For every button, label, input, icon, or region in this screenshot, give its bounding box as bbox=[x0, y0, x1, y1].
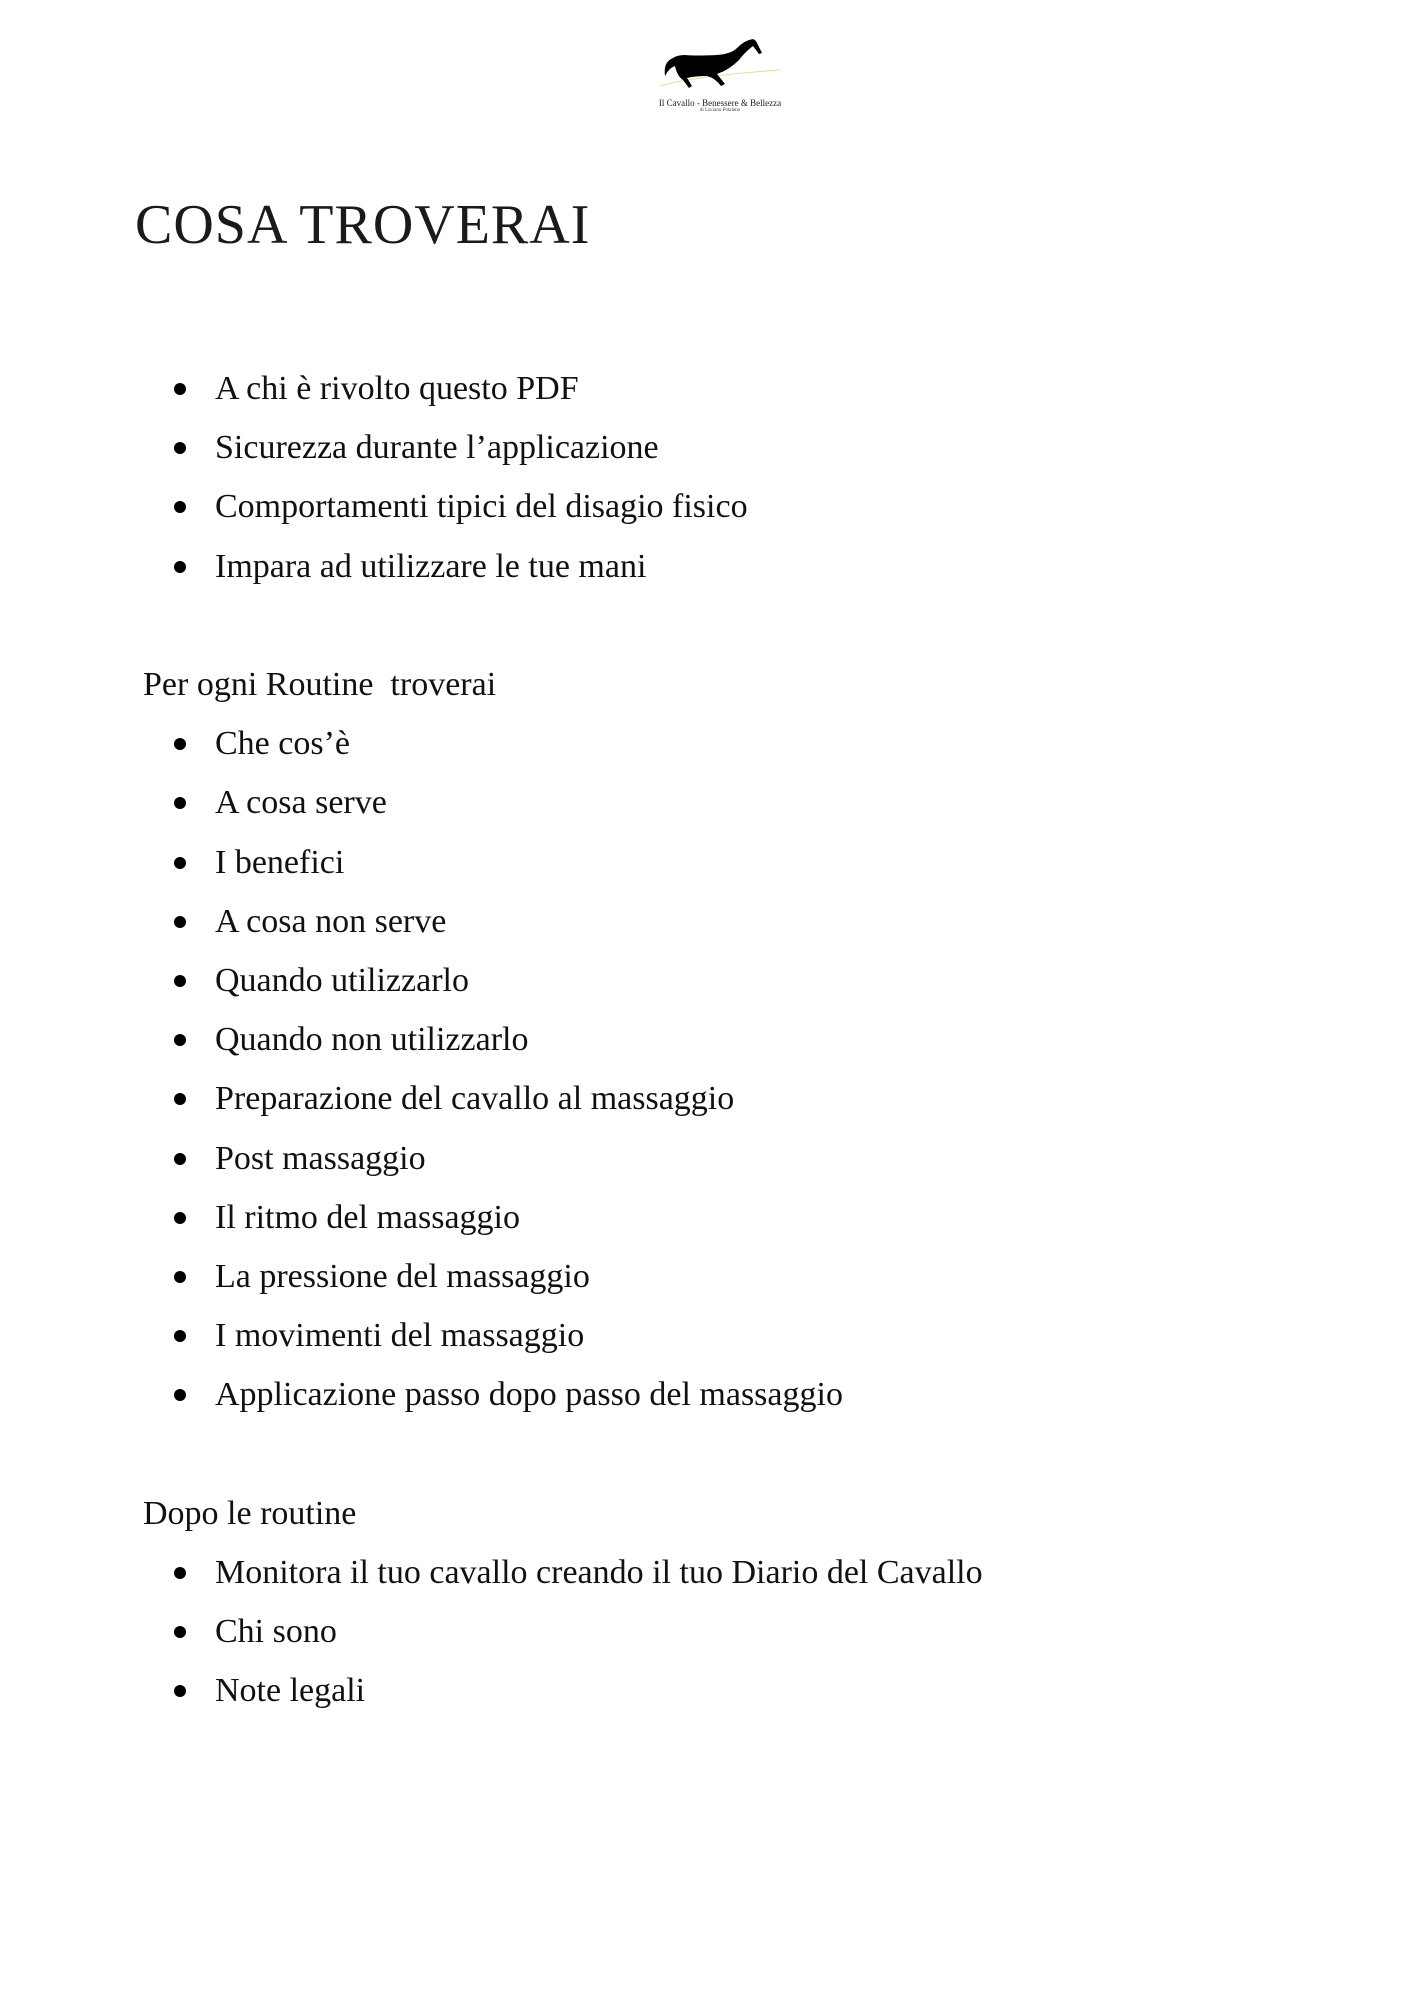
page-title: COSA TROVERAI bbox=[135, 194, 591, 256]
list-item-label: Post massaggio bbox=[215, 1139, 426, 1177]
list-item bbox=[143, 951, 983, 1010]
list-item-label: Sicurezza durante l’applicazione bbox=[215, 429, 659, 467]
list-item bbox=[143, 1306, 983, 1365]
logo-brand-text: Il Cavallo - Benessere & Bellezza bbox=[658, 98, 782, 108]
list-item-label: A cosa non serve bbox=[215, 902, 447, 940]
list-item-label: Che cos’è bbox=[215, 725, 351, 763]
list-item-label: A chi è rivolto questo PDF bbox=[215, 370, 579, 407]
bullet-icon bbox=[174, 1330, 186, 1342]
list-item bbox=[143, 773, 983, 832]
bullet-icon bbox=[174, 1626, 186, 1638]
intro-list bbox=[143, 359, 983, 596]
bullet-icon bbox=[174, 916, 186, 928]
bullet-icon bbox=[174, 1685, 186, 1697]
bullet-icon bbox=[174, 442, 186, 454]
list-item bbox=[143, 1365, 983, 1424]
list-item-label: I movimenti del massaggio bbox=[215, 1317, 585, 1355]
list-item-label: Quando non utilizzarlo bbox=[215, 1021, 529, 1059]
bullet-icon bbox=[174, 797, 186, 809]
bullet-icon bbox=[174, 1389, 186, 1401]
list-item-label: A cosa serve bbox=[215, 784, 387, 822]
list-item-label: Monitora il tuo cavallo creando il tuo Diario del Cavallo bbox=[215, 1554, 983, 1592]
list-item bbox=[143, 892, 983, 951]
bullet-icon bbox=[174, 1212, 186, 1224]
bullet-icon bbox=[174, 1153, 186, 1165]
list-item-label: Comportamenti tipici del disagio fisico bbox=[215, 488, 748, 526]
bullet-icon bbox=[174, 1093, 186, 1105]
list-item-label: La pressione del massaggio bbox=[215, 1258, 590, 1296]
after-section-heading: Dopo le routine bbox=[143, 1494, 357, 1532]
list-item bbox=[143, 537, 983, 596]
list-item-label: Applicazione passo dopo passo del massaggio bbox=[215, 1376, 843, 1414]
list-item-label: Preparazione del cavallo al massaggio bbox=[215, 1080, 735, 1118]
bullet-icon bbox=[174, 975, 186, 987]
list-item-label: Impara ad utilizzare le tue mani bbox=[215, 547, 647, 585]
after-list bbox=[143, 1543, 983, 1721]
list-item bbox=[143, 418, 983, 477]
bullet-icon bbox=[174, 501, 186, 513]
bullet-icon bbox=[174, 383, 186, 395]
bullet-icon bbox=[174, 1271, 186, 1283]
list-item bbox=[143, 1661, 983, 1720]
contents-list bbox=[143, 359, 983, 1721]
routine-list bbox=[143, 714, 983, 1424]
list-item bbox=[143, 1602, 983, 1661]
routine-section-heading: Per ogni Routine troverai bbox=[143, 666, 497, 703]
horse-icon bbox=[655, 36, 785, 98]
list-item bbox=[143, 1247, 983, 1306]
logo-subtitle: di Luciano Potalano bbox=[699, 108, 741, 113]
bullet-icon bbox=[174, 738, 186, 750]
list-item bbox=[143, 1188, 983, 1247]
list-item bbox=[143, 714, 983, 773]
list-item bbox=[143, 359, 983, 418]
list-item-label: Chi sono bbox=[215, 1613, 337, 1651]
list-item bbox=[143, 477, 983, 536]
list-item bbox=[143, 1543, 983, 1602]
list-item-label: Note legali bbox=[215, 1672, 366, 1710]
list-item bbox=[143, 1010, 983, 1069]
bullet-icon bbox=[174, 1567, 186, 1579]
list-item bbox=[143, 833, 983, 892]
bullet-icon bbox=[174, 857, 186, 869]
logo bbox=[640, 36, 800, 122]
list-item bbox=[143, 1069, 983, 1128]
list-item-label: I benefici bbox=[215, 843, 345, 881]
list-item-label: Quando utilizzarlo bbox=[215, 962, 469, 1000]
list-item bbox=[143, 1129, 983, 1188]
list-item-label: Il ritmo del massaggio bbox=[215, 1198, 521, 1236]
bullet-icon bbox=[174, 1034, 186, 1046]
bullet-icon bbox=[174, 561, 186, 573]
